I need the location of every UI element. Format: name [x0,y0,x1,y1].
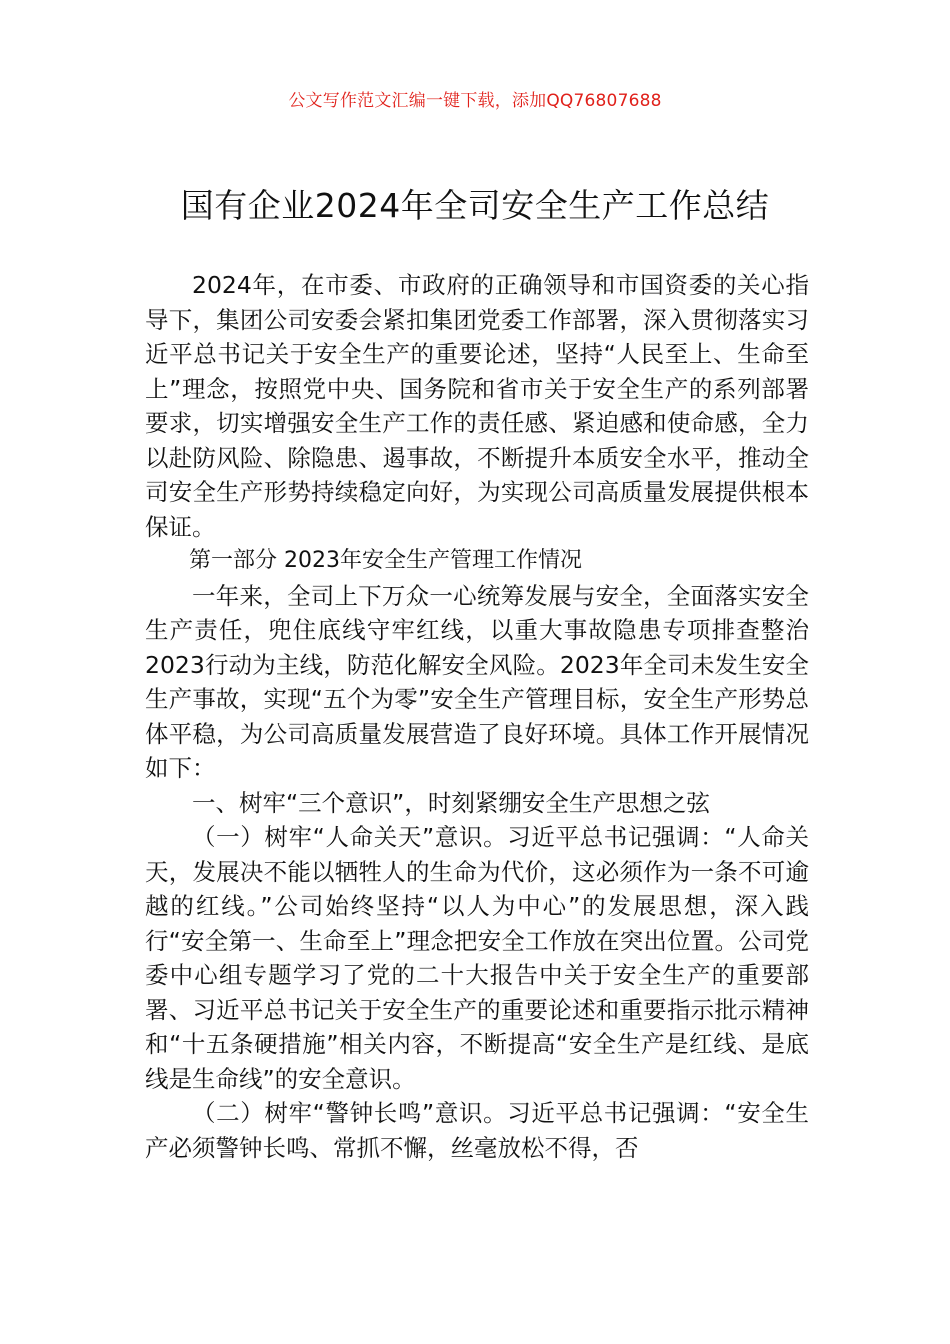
heading-one: 一、树牢“三个意识”，时刻紧绷安全生产思想之弦 [192,788,710,817]
item-two-paragraph: （二）树牢“警钟长鸣”意识。习近平总书记强调：“安全生产必须警钟长鸣、常抓不懈，丝毫放松不得，否 [145,1099,809,1162]
part-one-title: 第一部分 2023年安全生产管理工作情况 [189,548,582,573]
item-one-paragraph: （一）树牢“人命关天”意识。习近平总书记强调：“人命关天，发展决不能以牺牲人的生命为代价，这必须作为一条不可逾越的红线。”公司始终坚持“以人为中心”的发展思想，深入践行“安全第一、生命至上”理念把安全工作放在突出位置。公司党委中心组专题学习了党的二十大报告中关于安全生产的重要部署、习近平总书记关于安全生产的重要论述和重要指示批示精神和“十五条硬措施”相关内容，不断提高“安全生产是红线、是底线是生命线”的安全意识。 [145,823,809,1093]
promo-header[interactable]: 公文写作范文汇编一键下载，添加QQ76807688 [288,91,662,111]
document-title: 国有企业2024年全司安全生产工作总结 [180,186,770,225]
document-body [145,268,809,1165]
intro-paragraph: 2024年，在市委、市政府的正确领导和市国资委的关心指导下，集团公司安委会紧扣集团党委工作部署，深入贯彻落实习近平总书记关于安全生产的重要论述，坚持“人民至上、生命至上”理念，按照党中央、国务院和省市关于安全生产的系列部署要求，切实增强安全生产工作的责任感、紧迫感和使命感，全力以赴防风险、除隐患、遏事故，不断提升本质安全水平，推动全司安全生产形势持续稳定向好，为实现公司高质量发展提供根本保证。 [145,271,809,541]
part-one-intro-paragraph: 一年来，全司上下万众一心统筹发展与安全，全面落实安全生产责任，兜住底线守牢红线，以重大事故隐患专项排查整治2023行动为主线，防范化解安全风险。2023年全司未发生安全生产事故，实现“五个为零”安全生产管理目标，安全生产形势总体平稳，为公司高质量发展营造了良好环境。具体工作开展情况如下： [145,581,809,782]
